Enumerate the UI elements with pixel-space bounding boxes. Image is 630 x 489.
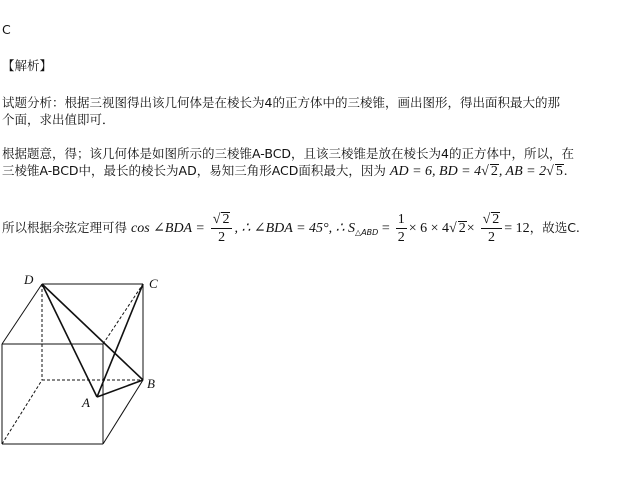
cos-bda: cos ∠BDA =: [131, 221, 205, 236]
fraction-sqrt2-over-2-b: $\frac{√ 2}{2}$: [481, 211, 503, 246]
answer-letter: C: [2, 22, 11, 37]
fraction-sqrt2-over-2: $\frac{√ 2}{2}$: [211, 211, 233, 246]
body-line-1: 根据题意，得；该几何体是如图所示的三棱锥A-BCD，且该三棱锥是放在棱长为4的正方体中，所以，在: [2, 146, 575, 161]
vertex-label-b: B: [147, 376, 155, 391]
analysis-line-1: 试题分析：根据三视图得出该几何体是在棱长为4的正方体中的三棱锥，画出图形，得出面积最大的那: [2, 95, 560, 110]
section-heading: 【解析】: [2, 58, 53, 73]
pyramid-edge-db: [42, 284, 143, 380]
cos-suffix: ，故选C.: [529, 220, 580, 235]
pyramid-edge-ab: [97, 380, 143, 397]
cube-edge: [103, 380, 143, 444]
area-result: = 12: [504, 221, 530, 236]
product-sqrt: 2: [458, 221, 466, 236]
cos-line: 所以根据余弦定理可得 cos ∠BDA = $\frac{√ 2}{2}$ , ∴ ∠BDA = 45°, ∴ $S_{\triangle ABD}$ = $\frac{1}{2}$ × 6 × 4√ 2× $\frac{√ 2}{2}$ = 12，故选C.: [2, 212, 580, 245]
product-terms: × 6 × 4: [408, 221, 450, 236]
body-line-2: 三棱锥A-BCD中，最长的棱长为AD，易知三角形ACD面积最大，因为 AD = 6, BD = 4√ 2, AB = 2√ 5.: [2, 163, 568, 179]
equals: =: [378, 221, 390, 236]
cube-edge-hidden: [2, 380, 42, 444]
body-line-2-text: 三棱锥A-BCD中，最长的棱长为AD，易知三角形ACD面积最大，因为: [2, 163, 386, 178]
ad-equation: AD = 6, BD = 4: [389, 164, 482, 179]
vertex-label-a: A: [82, 395, 90, 410]
ab-sqrt: 5: [555, 164, 563, 179]
cube-edge: [2, 284, 42, 344]
area-subscript: △ABD: [355, 228, 379, 237]
fraction-one-half: $\frac{1}{2}$: [397, 212, 405, 245]
period: .: [563, 164, 568, 179]
vertex-label-d: D: [24, 272, 34, 287]
times: ×: [466, 221, 475, 236]
analysis-line-2: 个面，求出值即可．: [2, 112, 115, 127]
vertex-label-c: C: [149, 276, 158, 291]
ab-equation: , AB = 2: [498, 164, 547, 179]
cos-prefix: 所以根据余弦定理可得: [2, 220, 128, 235]
angle-result: , ∴ ∠BDA = 45°, ∴ S: [234, 221, 356, 236]
ad-sqrt: 2: [490, 164, 498, 179]
cube-pyramid-figure: [0, 262, 200, 452]
